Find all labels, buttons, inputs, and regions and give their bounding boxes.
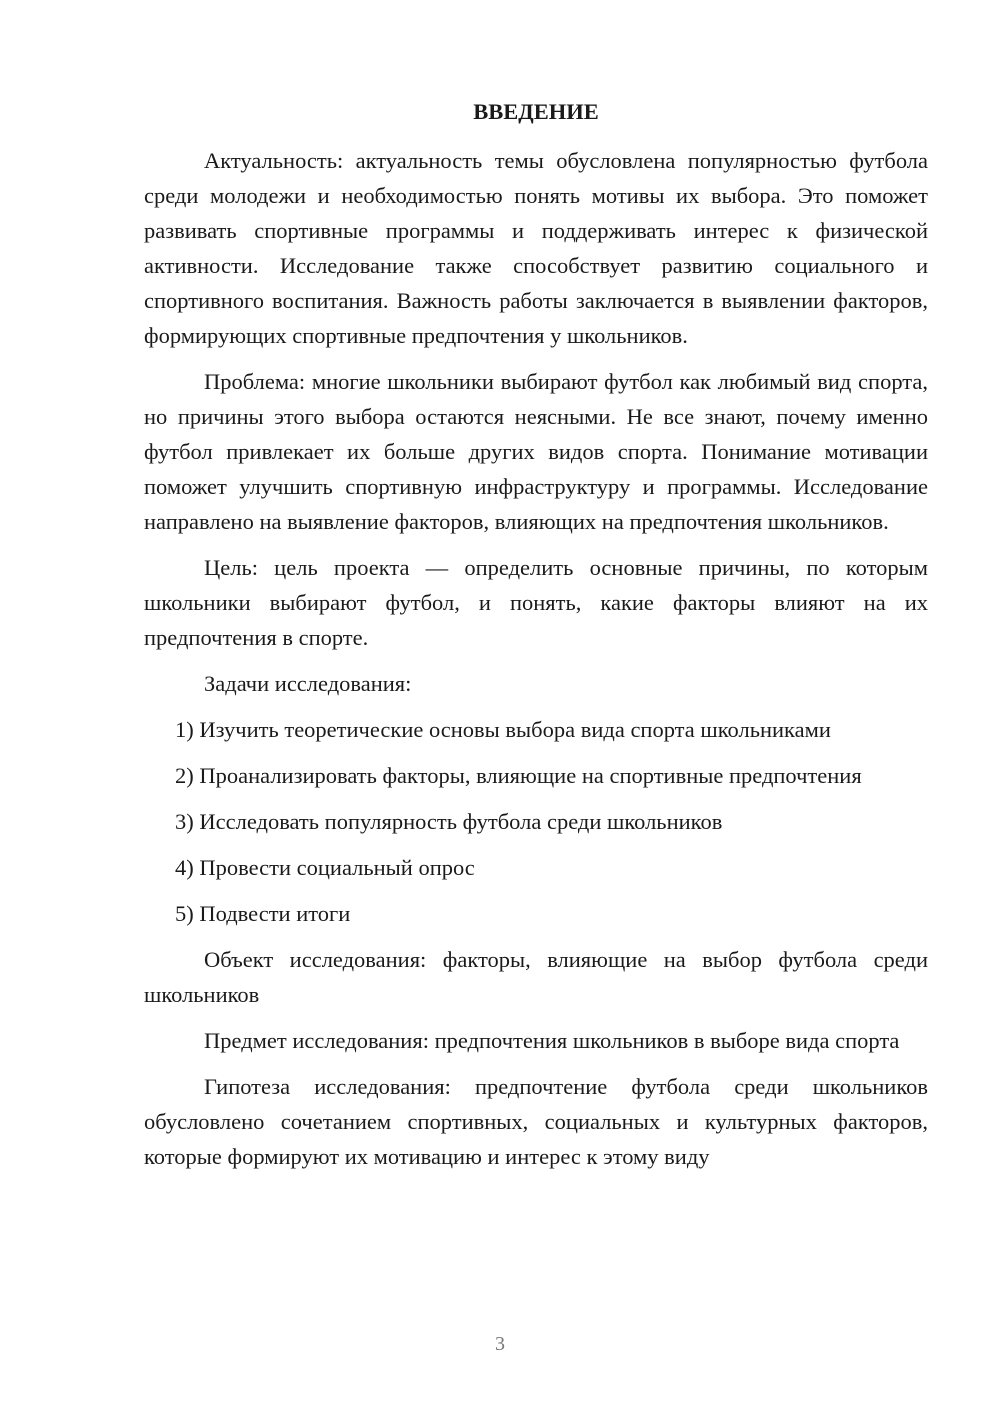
task-item: 2) Проанализировать факторы, влияющие на спортивные предпочтения — [175, 763, 862, 788]
page-content — [144, 94, 928, 1185]
task-item: 1) Изучить теоретические основы выбора вида спорта школьниками — [175, 717, 831, 742]
task-item: 5) Подвести итоги — [175, 901, 351, 926]
task-item: 3) Исследовать популярность футбола среди школьников — [175, 809, 723, 834]
relevance-paragraph: Актуальность: актуальность темы обусловлена популярностью футбола среди молодежи и необходимостью понять мотивы их выбора. Это поможет развивать спортивные программы и поддерживать интерес к физической активности. Исследование также способствует развитию социального и спортивного воспитания. Важность работы заключается в выявлении факторов, формирующих спортивные предпочтения у школьников. — [144, 148, 928, 348]
subject-paragraph: Предмет исследования: предпочтения школьников в выборе вида спорта — [204, 1028, 900, 1053]
hypothesis-paragraph: Гипотеза исследования: предпочтение футбола среди школьников обусловлено сочетанием спортивных, социальных и культурных факторов, которые формируют их мотивацию и интерес к этому виду — [144, 1074, 928, 1169]
tasks-heading: Задачи исследования: — [204, 671, 412, 696]
page-title: ВВЕДЕНИЕ — [473, 99, 599, 124]
goal-paragraph: Цель: цель проекта — определить основные причины, по которым школьники выбирают футбол, и понять, какие факторы влияют на их предпочтения в спорте. — [144, 555, 928, 650]
page-number: 3 — [495, 1333, 505, 1355]
object-paragraph: Объект исследования: факторы, влияющие на выбор футбола среди школьников — [144, 947, 928, 1007]
task-item: 4) Провести социальный опрос — [175, 855, 475, 880]
problem-paragraph: Проблема: многие школьники выбирают футбол как любимый вид спорта, но причины этого выбора остаются неясными. Не все знают, почему именно футбол привлекает их больше других видов спорта. Понимание мотивации поможет улучшить спортивную инфраструктуру и программы. Исследование направлено на выявление факторов, влияющих на предпочтения школьников. — [144, 369, 928, 534]
